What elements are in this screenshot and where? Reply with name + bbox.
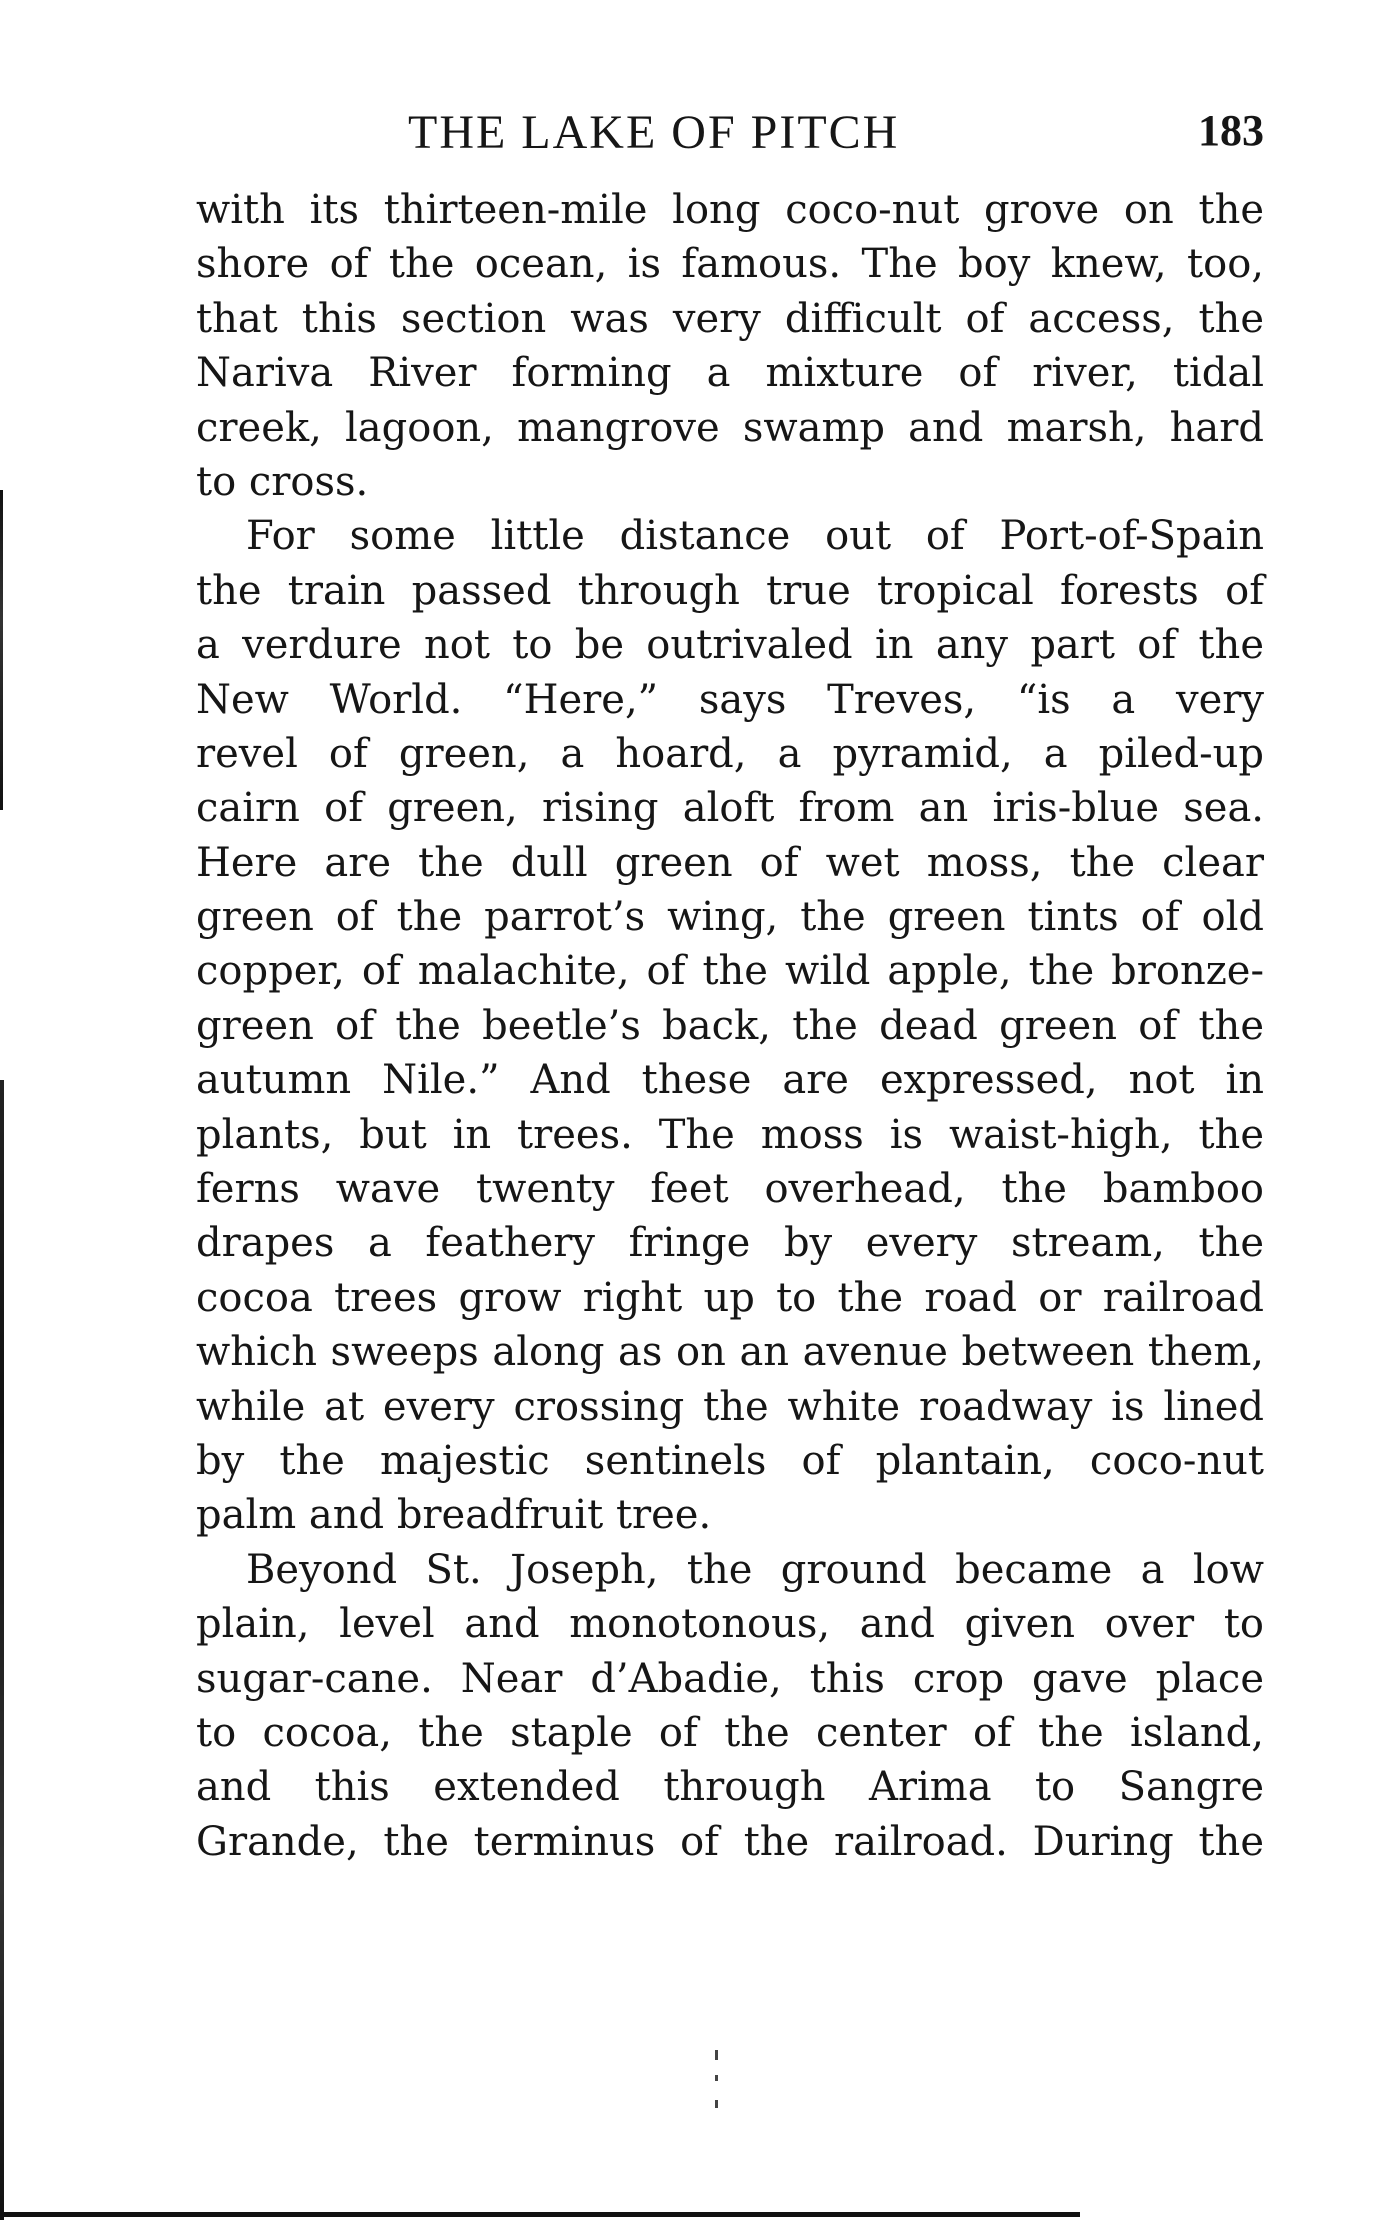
text-line: the train passed through true tropical forests of: [196, 567, 1264, 614]
text-line: For some little distance out of Port-of-Spain: [246, 513, 1264, 560]
text-line: Beyond St. Joseph, the ground became a low: [246, 1546, 1264, 1593]
text-line: green of the parrot’s wing, the green tints of old: [196, 894, 1264, 941]
text-line: sugar-cane. Near d’Abadie, this crop gave place: [196, 1655, 1264, 1702]
text-line: to cross.: [196, 458, 369, 505]
text-line: a verdure not to be outrivaled in any part of the: [196, 622, 1264, 669]
text-line: green of the beetle’s back, the dead green of the: [196, 1002, 1264, 1049]
text-line: shore of the ocean, is famous. The boy knew, too,: [196, 241, 1264, 288]
scan-speck: [715, 2050, 718, 2060]
text-line: drapes a feathery fringe by every stream, the: [196, 1220, 1264, 1267]
page-number: 183: [1198, 106, 1264, 155]
paragraph: [196, 1543, 1264, 1869]
book-page: [196, 105, 1264, 1869]
text-line: palm and breadfruit tree.: [196, 1492, 712, 1539]
scan-speck: [715, 2100, 718, 2108]
text-line: autumn Nile.” And these are expressed, not in: [196, 1057, 1264, 1104]
scan-speck: [715, 2075, 718, 2081]
text-line: plants, but in trees. The moss is waist-high, the: [196, 1111, 1264, 1158]
text-line: Nariva River forming a mixture of river, tidal: [196, 350, 1264, 397]
text-line: revel of green, a hoard, a pyramid, a piled-up: [196, 730, 1264, 777]
running-title: THE LAKE OF PITCH: [408, 106, 900, 159]
scan-edge-mark-upper: [0, 490, 3, 810]
paragraph: [196, 183, 1264, 509]
text-line: New World. “Here,” says Treves, “is a very: [196, 676, 1264, 723]
scan-edge-mark-lower: [0, 1080, 4, 2220]
text-line: Here are the dull green of wet moss, the clear: [196, 839, 1264, 886]
text-line: Grande, the terminus of the railroad. During the: [196, 1818, 1264, 1865]
scan-bottom-edge: [0, 2212, 1080, 2217]
text-line: and this extended through Arima to Sangre: [196, 1764, 1264, 1811]
page-header: [196, 105, 1264, 177]
text-line: with its thirteen-mile long coco-nut grove on the: [196, 187, 1264, 233]
text-line: plain, level and monotonous, and given over to: [196, 1601, 1264, 1648]
text-line: that this section was very difficult of access, the: [196, 295, 1264, 342]
body-text: [196, 183, 1264, 1869]
paragraph: [196, 509, 1264, 1542]
text-line: copper, of malachite, of the wild apple, the bronze-: [196, 948, 1264, 995]
text-line: by the majestic sentinels of plantain, coco-nut: [196, 1437, 1264, 1484]
text-line: which sweeps along as on an avenue between them,: [196, 1329, 1264, 1376]
text-line: cairn of green, rising aloft from an iris-blue sea.: [196, 785, 1264, 832]
text-line: creek, lagoon, mangrove swamp and marsh, hard: [196, 404, 1264, 451]
text-line: while at every crossing the white roadway is lined: [196, 1383, 1264, 1430]
text-line: cocoa trees grow right up to the road or railroad: [196, 1274, 1264, 1321]
text-line: to cocoa, the staple of the center of the island,: [196, 1709, 1264, 1756]
text-line: ferns wave twenty feet overhead, the bamboo: [196, 1166, 1264, 1213]
